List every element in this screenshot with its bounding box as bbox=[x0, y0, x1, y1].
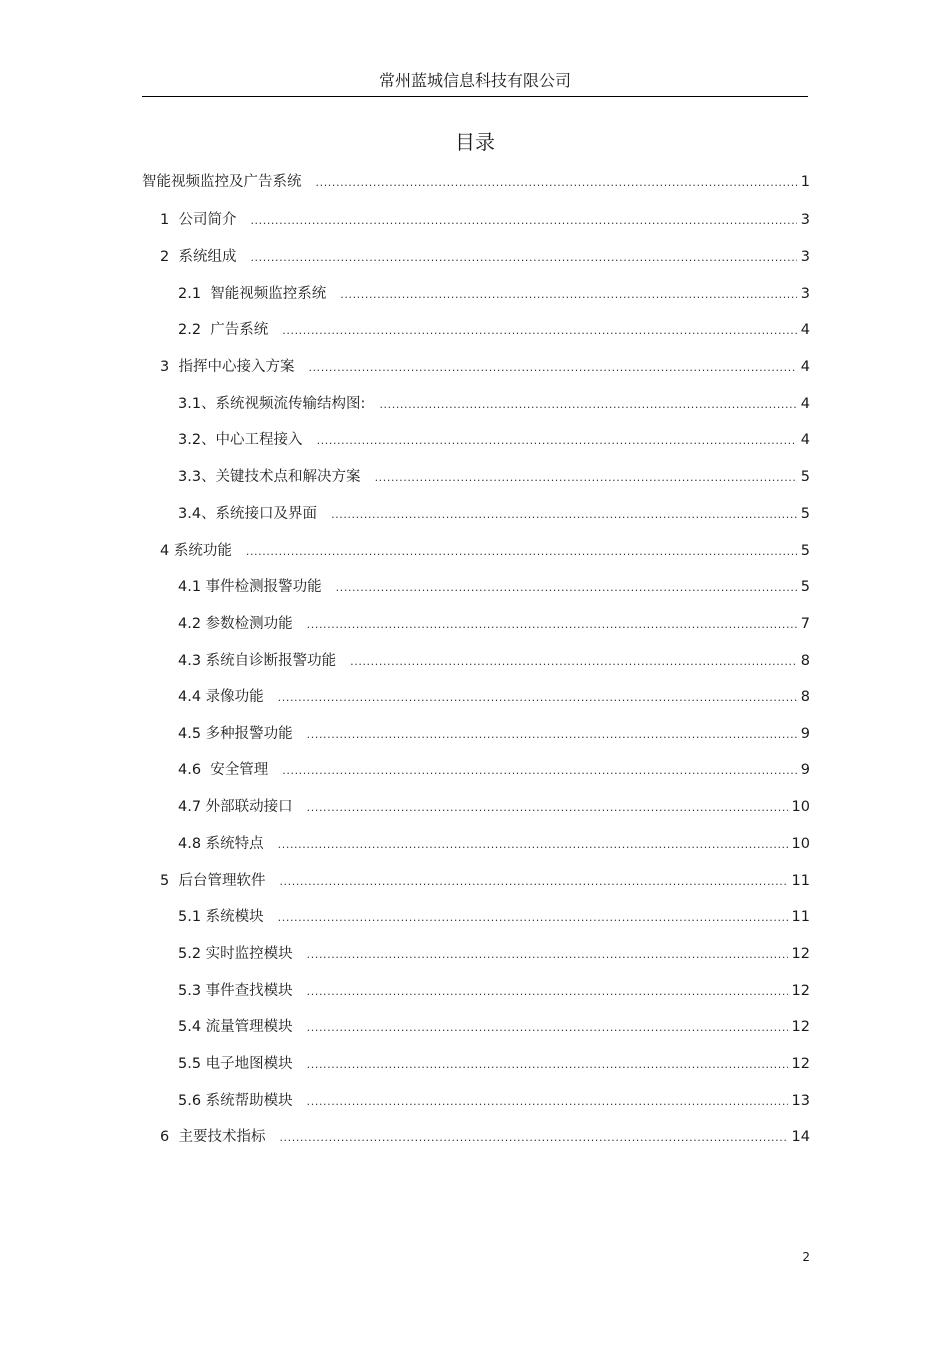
toc-entry-number: 5.3 bbox=[178, 983, 206, 999]
toc-entry-label: 外部联动接口 bbox=[205, 799, 293, 815]
toc-entry-page: 8 bbox=[800, 653, 810, 669]
toc-entry[interactable] bbox=[160, 357, 810, 377]
toc-entry-page: 4 bbox=[800, 396, 810, 412]
toc-entry-page: 12 bbox=[791, 1056, 810, 1072]
toc-entry-label: 参数检测功能 bbox=[205, 616, 293, 632]
toc-entry-number: 4 bbox=[160, 543, 174, 559]
toc-entry-number: 4.1 bbox=[178, 579, 206, 595]
toc-dot-leader bbox=[308, 358, 796, 378]
toc-dot-leader bbox=[307, 725, 797, 745]
toc-entry-label: 多种报警功能 bbox=[205, 726, 293, 742]
toc-entry-number: 4.7 bbox=[178, 799, 206, 815]
toc-entry[interactable] bbox=[178, 834, 810, 854]
toc-entry-page: 3 bbox=[800, 212, 810, 228]
toc-dot-leader bbox=[379, 395, 796, 415]
toc-entry-page: 3 bbox=[800, 249, 810, 265]
toc-dot-leader bbox=[340, 285, 796, 305]
toc-entry-number: 5.4 bbox=[178, 1019, 206, 1035]
toc-entry-page: 4 bbox=[800, 359, 810, 375]
toc-dot-leader bbox=[307, 1092, 788, 1112]
toc-entry-number: 5.2 bbox=[178, 946, 206, 962]
toc-entry-page: 13 bbox=[791, 1093, 810, 1109]
toc-entry[interactable] bbox=[178, 284, 810, 304]
toc-entry-number: 4.5 bbox=[178, 726, 206, 742]
toc-entry-page: 1 bbox=[800, 174, 810, 190]
toc-entry-number: 4.8 bbox=[178, 836, 206, 852]
toc-entry[interactable] bbox=[178, 1054, 810, 1074]
toc-entry-page: 5 bbox=[800, 543, 810, 559]
toc-entry-label: 主要技术指标 bbox=[178, 1129, 266, 1145]
toc-entry-label: 系统功能 bbox=[173, 543, 232, 559]
toc-entry-page: 7 bbox=[800, 616, 810, 632]
toc-entry-page: 5 bbox=[800, 579, 810, 595]
toc-entry-label: 、关键技术点和解决方案 bbox=[201, 469, 361, 485]
toc-dot-leader bbox=[350, 652, 797, 672]
toc-entry-page: 11 bbox=[791, 873, 810, 889]
toc-entry-label: 指挥中心接入方案 bbox=[178, 359, 295, 375]
toc-entry-label: 系统特点 bbox=[205, 836, 264, 852]
toc-entry-label: 流量管理模块 bbox=[205, 1019, 293, 1035]
toc-entry-label: 系统模块 bbox=[205, 909, 264, 925]
toc-entry-page: 12 bbox=[791, 1019, 810, 1035]
toc-entry[interactable] bbox=[178, 504, 810, 524]
toc-entry[interactable] bbox=[178, 394, 810, 414]
toc-entry-label: 电子地图模块 bbox=[205, 1056, 293, 1072]
toc-dot-leader bbox=[317, 431, 797, 451]
toc-entry-number: 4.3 bbox=[178, 653, 206, 669]
toc-entry[interactable] bbox=[178, 724, 810, 744]
toc-entry[interactable] bbox=[178, 577, 810, 597]
toc-entry[interactable] bbox=[178, 320, 810, 340]
toc-dot-leader bbox=[336, 578, 797, 598]
toc-entry-page: 3 bbox=[800, 286, 810, 302]
toc-entry[interactable] bbox=[178, 467, 810, 487]
toc-dot-leader bbox=[279, 1128, 787, 1148]
toc-entry-page: 12 bbox=[791, 983, 810, 999]
page-header: 常州蓝城信息科技有限公司 bbox=[378, 71, 571, 90]
toc-entry-number: 4.6 bbox=[178, 762, 211, 778]
toc-dot-leader bbox=[331, 505, 797, 525]
toc-entry-number: 5.1 bbox=[178, 909, 206, 925]
toc-dot-leader bbox=[307, 982, 788, 1002]
toc-entry-number: 3.2 bbox=[178, 432, 202, 448]
toc-entry-label: 后台管理软件 bbox=[178, 873, 266, 889]
toc-entry-label: 系统帮助模块 bbox=[205, 1093, 293, 1109]
toc-entry[interactable] bbox=[142, 172, 810, 192]
toc-entry-label: 公司简介 bbox=[178, 212, 237, 228]
toc-entry-page: 5 bbox=[800, 506, 810, 522]
toc-dot-leader bbox=[282, 761, 796, 781]
toc-entry-number: 3.3 bbox=[178, 469, 202, 485]
toc-entry-label: 智能视频监控系统 bbox=[210, 286, 327, 302]
header-divider bbox=[142, 96, 808, 97]
toc-entry-page: 9 bbox=[800, 726, 810, 742]
page-number: 2 bbox=[802, 1250, 810, 1264]
toc-entry-label: 实时监控模块 bbox=[205, 946, 293, 962]
toc-dot-leader bbox=[307, 945, 788, 965]
toc-entry-label: 事件检测报警功能 bbox=[205, 579, 322, 595]
toc-entry-page: 9 bbox=[800, 762, 810, 778]
toc-entry[interactable] bbox=[178, 687, 810, 707]
toc-dot-leader bbox=[307, 1055, 788, 1075]
toc-entry-label: 事件查找模块 bbox=[205, 983, 293, 999]
toc-entry[interactable] bbox=[178, 651, 810, 671]
toc-entry-number: 1 bbox=[160, 212, 179, 228]
toc-entry-label: 、系统接口及界面 bbox=[201, 506, 318, 522]
toc-entry-number: 3.1 bbox=[178, 396, 202, 412]
toc-entry[interactable] bbox=[160, 247, 810, 267]
toc-entry-page: 4 bbox=[800, 432, 810, 448]
toc-dot-leader bbox=[278, 835, 788, 855]
toc-entry-number: 2.2 bbox=[178, 322, 211, 338]
toc-dot-leader bbox=[375, 468, 797, 488]
toc-entry-page: 10 bbox=[791, 836, 810, 852]
toc-entry-label: 、中心工程接入 bbox=[201, 432, 303, 448]
toc-entry-number: 5.6 bbox=[178, 1093, 206, 1109]
toc-dot-leader bbox=[279, 872, 787, 892]
toc-entry-number: 2.1 bbox=[178, 286, 211, 302]
toc-title: 目录 bbox=[455, 130, 495, 154]
toc-dot-leader bbox=[307, 615, 797, 635]
toc-dot-leader bbox=[307, 798, 788, 818]
toc-entry-number: 4.2 bbox=[178, 616, 206, 632]
toc-entry-page: 14 bbox=[791, 1129, 810, 1145]
toc-entry[interactable] bbox=[160, 871, 810, 891]
toc-entry[interactable] bbox=[178, 614, 810, 634]
toc-dot-leader bbox=[250, 211, 796, 231]
toc-entry-page: 5 bbox=[800, 469, 810, 485]
toc-entry-number: 3 bbox=[160, 359, 179, 375]
toc-entry[interactable] bbox=[178, 944, 810, 964]
toc-entry[interactable] bbox=[178, 760, 810, 780]
toc-entry-label: 安全管理 bbox=[210, 762, 269, 778]
toc-dot-leader bbox=[316, 173, 797, 193]
toc-entry-number: 5.5 bbox=[178, 1056, 206, 1072]
toc-entry-number: 2 bbox=[160, 249, 179, 265]
toc-entry-label: 录像功能 bbox=[205, 689, 264, 705]
toc-entry[interactable] bbox=[178, 430, 810, 450]
toc-entry-label: 、系统视频流传输结构图: bbox=[201, 396, 366, 412]
toc-entry-number: 6 bbox=[160, 1129, 179, 1145]
toc-entry[interactable] bbox=[178, 1091, 810, 1111]
toc-dot-leader bbox=[278, 688, 797, 708]
toc-entry-page: 4 bbox=[800, 322, 810, 338]
toc-entry-page: 12 bbox=[791, 946, 810, 962]
toc-dot-leader bbox=[246, 542, 797, 562]
toc-entry[interactable] bbox=[160, 1127, 810, 1147]
toc-entry-page: 11 bbox=[791, 909, 810, 925]
toc-entry-label: 智能视频监控及广告系统 bbox=[142, 174, 302, 190]
toc-entry-number: 5 bbox=[160, 873, 179, 889]
toc-dot-leader bbox=[278, 908, 788, 928]
toc-entry[interactable] bbox=[160, 210, 810, 230]
toc-entry-page: 8 bbox=[800, 689, 810, 705]
toc-entry-page: 10 bbox=[791, 799, 810, 815]
toc-dot-leader bbox=[307, 1018, 788, 1038]
toc-entry[interactable] bbox=[178, 1017, 810, 1037]
toc-entry-label: 广告系统 bbox=[210, 322, 269, 338]
toc-dot-leader bbox=[250, 248, 796, 268]
toc-entry-number: 3.4 bbox=[178, 506, 202, 522]
toc-entry[interactable] bbox=[178, 981, 810, 1001]
toc-entry-label: 系统组成 bbox=[178, 249, 237, 265]
toc-entry[interactable] bbox=[178, 797, 810, 817]
toc-entry[interactable] bbox=[178, 907, 810, 927]
toc-entry[interactable] bbox=[160, 541, 810, 561]
toc-entry-number: 4.4 bbox=[178, 689, 206, 705]
toc-entry-label: 系统自诊断报警功能 bbox=[205, 653, 337, 669]
toc-dot-leader bbox=[282, 321, 796, 341]
